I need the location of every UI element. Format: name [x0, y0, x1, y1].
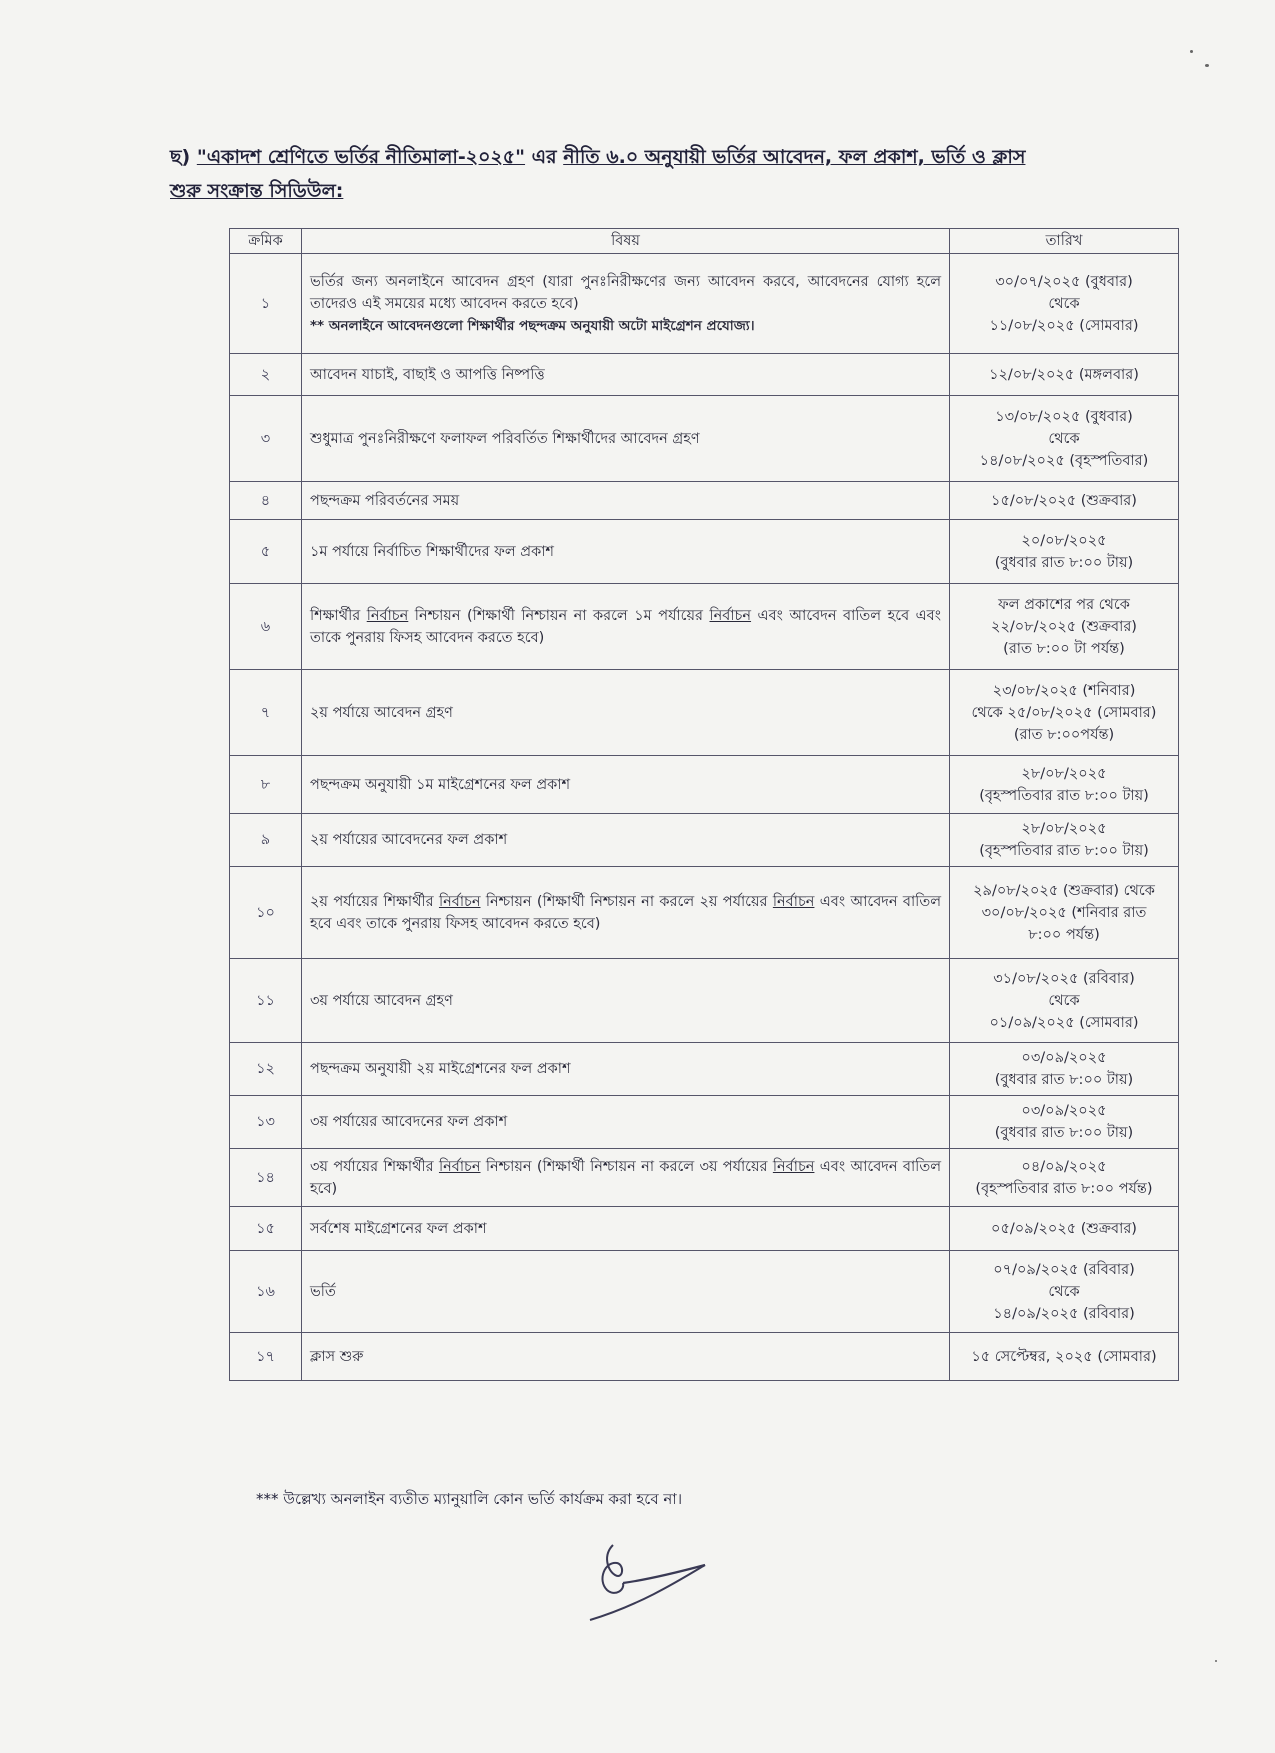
cell-serial: ৮ — [230, 756, 302, 814]
cell-serial: ২ — [230, 354, 302, 396]
cell-subject — [302, 814, 950, 867]
speck — [1215, 1660, 1217, 1662]
date-line: থেকে — [1048, 430, 1080, 447]
schedule-table — [229, 228, 1179, 1381]
cell-serial: ১৩ — [230, 1096, 302, 1149]
table-row — [230, 867, 1179, 959]
cell-subject — [302, 584, 950, 670]
cell-subject — [302, 959, 950, 1043]
table-row — [230, 482, 1179, 520]
schedule-heading — [170, 140, 1130, 208]
cell-date — [950, 814, 1179, 867]
heading-prefix: ছ) — [170, 146, 197, 168]
subject-text: ৩য় পর্যায়ে আবেদন গ্রহণ — [310, 992, 453, 1009]
cell-subject — [302, 1333, 950, 1381]
date-line: ২০/০৮/২০২৫ — [1021, 532, 1107, 549]
cell-subject — [302, 1149, 950, 1207]
cell-date — [950, 1043, 1179, 1096]
subject-text: ক্লাস শুরু — [310, 1348, 364, 1365]
cell-subject — [302, 867, 950, 959]
speck — [1205, 64, 1209, 67]
cell-date — [950, 1333, 1179, 1381]
date-line: ১৫ সেপ্টেম্বর, ২০২৫ (সোমবার) — [971, 1348, 1157, 1365]
table-row — [230, 959, 1179, 1043]
cell-date — [950, 482, 1179, 520]
date-line: ১১/০৮/২০২৫ (সোমবার) — [989, 317, 1139, 334]
date-line: ৩০/০৮/২০২৫ (শনিবার রাত — [981, 904, 1147, 921]
date-line: ২৩/০৮/২০২৫ (শনিবার) — [992, 682, 1136, 699]
date-line: ২২/০৮/২০২৫ (শুক্রবার) — [991, 618, 1137, 635]
date-line: ১৪/০৮/২০২৫ (বৃহস্পতিবার) — [979, 452, 1149, 469]
heading-middle: এর — [525, 146, 564, 168]
cell-serial: ১০ — [230, 867, 302, 959]
cell-date — [950, 959, 1179, 1043]
heading-title: "একাদশ শ্রেণিতে ভর্তির নীতিমালা-২০২৫" — [196, 146, 526, 168]
cell-subject — [302, 354, 950, 396]
cell-serial: ৭ — [230, 670, 302, 756]
date-line: ফল প্রকাশের পর থেকে — [998, 596, 1130, 613]
date-line: থেকে — [1048, 295, 1080, 312]
header-serial: ক্রমিক — [230, 229, 302, 254]
cell-subject — [302, 1043, 950, 1096]
cell-serial: ৪ — [230, 482, 302, 520]
date-line: ১৩/০৮/২০২৫ (বুধবার) — [995, 408, 1133, 425]
cell-date — [950, 670, 1179, 756]
cell-serial: ১৭ — [230, 1333, 302, 1381]
date-line: ২৮/০৮/২০২৫ — [1021, 765, 1107, 782]
table-row — [230, 1043, 1179, 1096]
subject-text: নিশ্চায়ন (শিক্ষার্থী নিশ্চায়ন না করলে ১ম পর্যায়ের — [408, 607, 710, 624]
subject-text: পছন্দক্রম পরিবর্তনের সময় — [310, 492, 460, 509]
subject-text: ১ম পর্যায়ে নির্বাচিত শিক্ষার্থীদের ফল প্রকাশ — [310, 543, 554, 560]
underlined-term: নির্বাচন — [772, 1158, 815, 1175]
cell-date — [950, 354, 1179, 396]
table-row — [230, 1096, 1179, 1149]
date-line: ০৩/০৯/২০২৫ — [1021, 1103, 1107, 1119]
subject-text: নিশ্চায়ন (শিক্ষার্থী নিশ্চায়ন না করলে ২য় পর্যায়ের — [480, 893, 773, 910]
cell-subject — [302, 482, 950, 520]
cell-subject — [302, 756, 950, 814]
table-row — [230, 756, 1179, 814]
cell-serial: ১৫ — [230, 1207, 302, 1251]
date-line: (বৃহস্পতিবার রাত ৮:০০ পর্যন্ত) — [975, 1180, 1153, 1197]
table-row — [230, 1149, 1179, 1207]
date-line: ২৮/০৮/২০২৫ — [1021, 821, 1107, 837]
underlined-term: নির্বাচন — [438, 893, 481, 910]
speck — [1190, 50, 1193, 53]
date-line: থেকে — [1048, 1283, 1080, 1300]
date-line: (বুধবার রাত ৮:০০ টায়) — [994, 1072, 1134, 1088]
subject-text: এবং আবেদন বাতিল হবে এবং তাকে পুনরায় ফিসহ আবেদন করতে হবে) — [310, 607, 941, 646]
date-line: ০৪/০৯/২০২৫ — [1021, 1158, 1107, 1175]
date-line: ৩১/০৮/২০২৫ (রবিবার) — [993, 970, 1135, 987]
table-row — [230, 1251, 1179, 1333]
table-row — [230, 520, 1179, 584]
table-row — [230, 1333, 1179, 1381]
cell-subject — [302, 254, 950, 354]
date-line: ৩০/০৭/২০২৫ (বুধবার) — [995, 273, 1133, 290]
subject-text: ২য় পর্যায়ের আবেদনের ফল প্রকাশ — [310, 832, 508, 848]
table-row — [230, 814, 1179, 867]
date-line: (বৃহস্পতিবার রাত ৮:০০ টায়) — [979, 787, 1149, 804]
cell-subject — [302, 1251, 950, 1333]
header-date: তারিখ — [950, 229, 1179, 254]
table-row — [230, 670, 1179, 756]
cell-serial: ৯ — [230, 814, 302, 867]
cell-subject — [302, 396, 950, 482]
underlined-term: নির্বাচন — [709, 607, 752, 624]
date-line: ০১/০৯/২০২৫ (সোমবার) — [989, 1014, 1139, 1031]
subject-text: পছন্দক্রম অনুযায়ী ২য় মাইগ্রেশনের ফল প্রকাশ — [310, 1061, 571, 1077]
cell-date — [950, 867, 1179, 959]
date-line: (বুধবার রাত ৮:০০ টায়) — [994, 554, 1134, 571]
subject-text: ৩য় পর্যায়ের আবেদনের ফল প্রকাশ — [310, 1114, 508, 1130]
subject-text: ২য় পর্যায়ের শিক্ষার্থীর — [310, 893, 439, 910]
cell-date — [950, 254, 1179, 354]
table-row — [230, 584, 1179, 670]
subject-text: ২য় পর্যায়ে আবেদন গ্রহণ — [310, 704, 453, 721]
date-line: ১৪/০৯/২০২৫ (রবিবার) — [993, 1305, 1135, 1322]
signature — [585, 1535, 715, 1629]
subject-text: ভর্তি — [310, 1283, 336, 1300]
date-line: (বুধবার রাত ৮:০০ টায়) — [994, 1125, 1134, 1141]
cell-subject — [302, 1207, 950, 1251]
heading-line2: শুরু সংক্রান্ত সিডিউল: — [170, 180, 344, 202]
subject-text: এবং আবেদন বাতিল হবে এবং তাকে পুনরায় ফিসহ আবেদন করতে হবে) — [310, 893, 941, 932]
cell-date — [950, 1207, 1179, 1251]
date-line: ১৫/০৮/২০২৫ (শুক্রবার) — [991, 492, 1137, 509]
cell-subject — [302, 1096, 950, 1149]
underlined-term: নির্বাচন — [438, 1158, 481, 1175]
subject-text: নিশ্চায়ন (শিক্ষার্থী নিশ্চায়ন না করলে ৩য় পর্যায়ের — [480, 1158, 773, 1175]
cell-date — [950, 520, 1179, 584]
cell-serial: ১ — [230, 254, 302, 354]
date-line: ১২/০৮/২০২৫ (মঙ্গলবার) — [989, 366, 1139, 383]
cell-serial: ১২ — [230, 1043, 302, 1096]
subject-note: ** অনলাইনে আবেদনগুলো শিক্ষার্থীর পছন্দক্রম অনুযায়ী অটো মাইগ্রেশন প্রযোজ্য। — [310, 317, 755, 334]
cell-date — [950, 1149, 1179, 1207]
date-line: ০৩/০৯/২০২৫ — [1021, 1050, 1107, 1066]
underlined-term: নির্বাচন — [366, 607, 409, 624]
subject-text: এবং আবেদন বাতিল হবে) — [310, 1158, 941, 1197]
cell-date — [950, 1096, 1179, 1149]
cell-serial: ১১ — [230, 959, 302, 1043]
cell-date — [950, 396, 1179, 482]
footnote: *** উল্লেখ্য অনলাইন ব্যতীত ম্যানুয়ালি কোন ভর্তি কার্যক্রম করা হবে না। — [256, 1490, 683, 1508]
heading-line1-rest: নীতি ৬.০ অনুযায়ী ভর্তির আবেদন, ফল প্রকাশ, ভর্তি ও ক্লাস — [563, 146, 1026, 168]
cell-serial: ১৬ — [230, 1251, 302, 1333]
subject-text: সর্বশেষ মাইগ্রেশনের ফল প্রকাশ — [310, 1220, 487, 1237]
cell-subject — [302, 520, 950, 584]
cell-date — [950, 1251, 1179, 1333]
date-line: ২৯/০৮/২০২৫ (শুক্রবার) থেকে — [973, 882, 1155, 899]
subject-text: শুধুমাত্র পুনঃনিরীক্ষণে ফলাফল পরিবর্তিত শিক্ষার্থীদের আবেদন গ্রহণ — [310, 430, 700, 447]
subject-text: শিক্ষার্থীর — [310, 607, 367, 624]
table-header-row — [230, 229, 1179, 254]
underlined-term: নির্বাচন — [772, 893, 815, 910]
cell-serial: ১৪ — [230, 1149, 302, 1207]
subject-text: ভর্তির জন্য অনলাইনে আবেদন গ্রহণ (যারা পুনঃনিরীক্ষণের জন্য আবেদন করবে, আবেদনের যোগ্য হলে তাদেরও এই সময়ের মধ্যে আবেদন করতে হবে) — [310, 273, 941, 312]
cell-serial: ৫ — [230, 520, 302, 584]
date-line: (রাত ৮:০০পর্যন্ত) — [1013, 726, 1115, 743]
header-subject: বিষয় — [302, 229, 950, 254]
cell-serial: ৬ — [230, 584, 302, 670]
date-line: (রাত ৮:০০ টা পর্যন্ত) — [1003, 640, 1125, 657]
date-line: ৮:০০ পর্যন্ত) — [1028, 926, 1100, 943]
cell-date — [950, 756, 1179, 814]
date-line: থেকে — [1048, 992, 1080, 1009]
cell-subject — [302, 670, 950, 756]
table-row — [230, 254, 1179, 354]
date-line: ০৭/০৯/২০২৫ (রবিবার) — [993, 1261, 1135, 1278]
cell-serial: ৩ — [230, 396, 302, 482]
date-line: ০৫/০৯/২০২৫ (শুক্রবার) — [991, 1220, 1137, 1237]
cell-date — [950, 584, 1179, 670]
table-row — [230, 354, 1179, 396]
table-row — [230, 1207, 1179, 1251]
subject-text: ৩য় পর্যায়ের শিক্ষার্থীর — [310, 1158, 439, 1175]
date-line: (বৃহস্পতিবার রাত ৮:০০ টায়) — [979, 843, 1149, 859]
date-line: থেকে ২৫/০৮/২০২৫ (সোমবার) — [971, 704, 1157, 721]
subject-text: পছন্দক্রম অনুযায়ী ১ম মাইগ্রেশনের ফল প্রকাশ — [310, 776, 571, 793]
subject-text: আবেদন যাচাই, বাছাই ও আপত্তি নিষ্পত্তি — [310, 366, 545, 383]
table-row — [230, 396, 1179, 482]
